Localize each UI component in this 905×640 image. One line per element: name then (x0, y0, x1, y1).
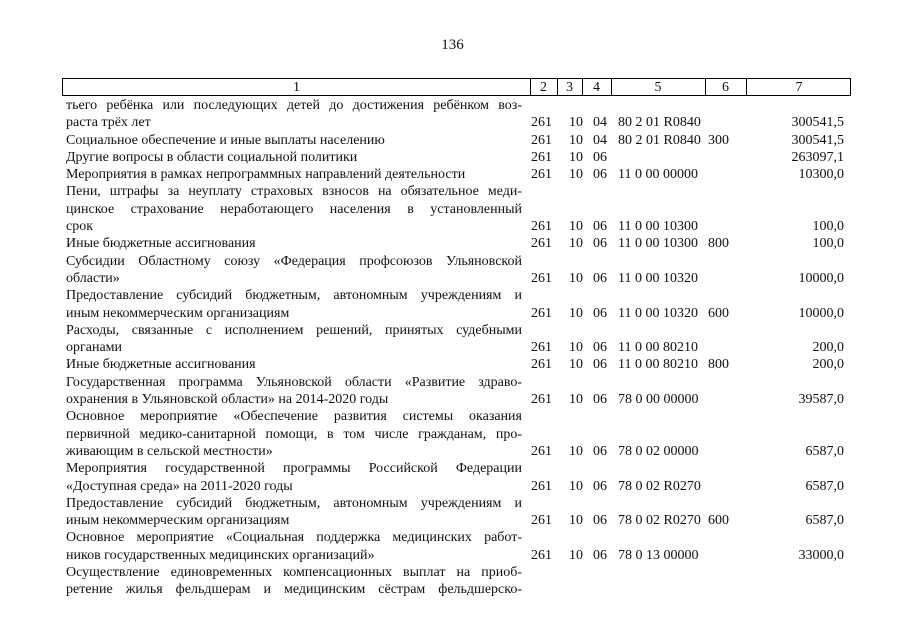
section-code: 10 (569, 270, 583, 286)
subsection-code: 06 (593, 305, 607, 321)
row-description (66, 408, 522, 460)
table-row (0, 495, 905, 530)
table-row (0, 529, 905, 564)
amount: 6587,0 (805, 443, 844, 459)
dept-code: 261 (531, 132, 552, 148)
row-description (66, 97, 522, 132)
description-line: Другие вопросы в области социальной политики (66, 149, 358, 165)
header-col-2: 2 (540, 80, 547, 95)
description-line: Мероприятия государственной программы Российской Федерации (66, 461, 522, 477)
description-line: тьего ребёнка или последующих детей до достижения ребёнком воз- (66, 98, 522, 113)
expense-type-code: 300 (708, 132, 729, 148)
target-article-code: 11 0 00 10300 (618, 236, 698, 252)
description-line: Основное мероприятие «Социальная поддержка медицинских работ- (66, 530, 522, 546)
row-description (66, 460, 522, 495)
table-row (0, 374, 905, 409)
section-code: 10 (569, 305, 583, 321)
section-code: 10 (569, 132, 583, 148)
dept-code: 261 (531, 547, 552, 563)
page-number: 136 (441, 37, 464, 53)
expense-type-code: 600 (708, 305, 729, 321)
dept-code: 261 (531, 149, 552, 165)
amount: 100,0 (812, 236, 844, 252)
header-col-6: 6 (722, 80, 729, 95)
description-line: раста трёх лет (66, 115, 151, 131)
expense-type-code (708, 339, 738, 356)
description-line: Предоставление субсидий бюджетным, автономным учреждениям и (66, 495, 522, 511)
subsection-code: 04 (593, 132, 607, 148)
subsection-code: 06 (593, 236, 607, 252)
row-description (66, 149, 522, 166)
expense-type-code (708, 270, 738, 287)
table-row (0, 166, 905, 183)
amount: 10300,0 (798, 167, 844, 183)
header-col-1: 1 (293, 80, 300, 95)
subsection-code: 06 (593, 478, 607, 494)
dept-code: 261 (531, 392, 552, 408)
expense-type-code (708, 114, 738, 131)
amount: 200,0 (812, 357, 844, 373)
table-row (0, 287, 905, 322)
table-row (0, 97, 905, 132)
amount: 300541,5 (791, 115, 844, 131)
description-line: цинское страхование неработающего населения в установленный (66, 201, 522, 217)
dept-code (531, 581, 555, 598)
row-description (66, 356, 522, 373)
table-row (0, 253, 905, 288)
description-line: Мероприятия в рамках непрограммных направлений деятельности (66, 167, 466, 183)
dept-code: 261 (531, 443, 552, 459)
section-code: 10 (569, 443, 583, 459)
table-row (0, 356, 905, 373)
target-article-code (618, 581, 708, 598)
row-description (66, 529, 522, 564)
dept-code: 261 (531, 236, 552, 252)
expense-type-code (708, 149, 738, 166)
dept-code: 261 (531, 219, 552, 235)
description-line: Иные бюджетные ассигнования (66, 236, 256, 252)
table-row (0, 322, 905, 357)
header-col-3: 3 (566, 80, 573, 95)
subsection-code: 06 (593, 357, 607, 373)
section-code: 10 (569, 236, 583, 252)
subsection-code: 06 (593, 392, 607, 408)
target-article-code: 78 0 02 R0270 (618, 478, 701, 494)
section-code: 10 (569, 340, 583, 356)
dept-code: 261 (531, 167, 552, 183)
amount: 200,0 (812, 340, 844, 356)
target-article-code (618, 149, 708, 166)
description-line: живающим в сельской местности» (66, 443, 273, 459)
subsection-code: 06 (593, 513, 607, 529)
dept-code: 261 (531, 270, 552, 286)
row-description (66, 374, 522, 409)
section-code: 10 (569, 219, 583, 235)
description-line: первичной медико-санитарной помощи, в том числе гражданам, про- (66, 426, 522, 442)
section-code: 10 (569, 167, 583, 183)
subsection-code (593, 581, 611, 598)
dept-code: 261 (531, 478, 552, 494)
target-article-code: 11 0 00 10320 (618, 305, 698, 321)
amount: 6587,0 (805, 513, 844, 529)
description-line: Пени, штрафы за неуплату страховых взносов на обязательное меди- (66, 184, 522, 200)
description-line: области» (66, 270, 120, 286)
expense-type-code (708, 166, 738, 183)
dept-code: 261 (531, 305, 552, 321)
amount: 100,0 (812, 219, 844, 235)
section-code: 10 (569, 115, 583, 131)
expense-type-code (708, 218, 738, 235)
section-code: 10 (569, 357, 583, 373)
expense-type-code (708, 547, 738, 564)
target-article-code: 80 2 01 R0840 (618, 115, 701, 131)
expense-type-code: 800 (708, 236, 729, 252)
amount: 10000,0 (798, 270, 844, 286)
table-body (0, 97, 905, 599)
section-code (569, 581, 587, 598)
section-code: 10 (569, 149, 583, 165)
description-line: охранения в Ульяновской области» на 2014-2020 годы (66, 392, 389, 408)
row-description (66, 183, 522, 235)
description-line: ников государственных медицинских организаций» (66, 547, 375, 563)
table-header (62, 78, 851, 96)
row-description (66, 235, 522, 252)
header-col-5: 5 (654, 80, 662, 95)
expense-type-code (708, 478, 738, 495)
subsection-code: 06 (593, 270, 607, 286)
description-line: Основное мероприятие «Обеспечение развития системы оказания (66, 409, 522, 425)
row-description (66, 132, 522, 149)
expense-type-code (708, 443, 738, 460)
section-code: 10 (569, 392, 583, 408)
description-line: органами (66, 340, 123, 356)
amount: 39587,0 (798, 392, 844, 408)
target-article-code: 78 0 00 00000 (618, 392, 699, 408)
table-row (0, 183, 905, 235)
target-article-code: 11 0 00 10320 (618, 270, 698, 286)
dept-code: 261 (531, 513, 552, 529)
amount: 300541,5 (791, 132, 844, 148)
amount (740, 581, 844, 598)
subsection-code: 06 (593, 219, 607, 235)
amount: 10000,0 (798, 305, 844, 321)
description-line: Предоставление субсидий бюджетным, автономным учреждениям и (66, 288, 522, 304)
subsection-code: 04 (593, 115, 607, 131)
subsection-code: 06 (593, 149, 607, 165)
section-code: 10 (569, 547, 583, 563)
description-line: ретение жилья фельдшерам и медицинским сёстрам фельдшерско- (66, 582, 522, 598)
amount: 33000,0 (798, 547, 844, 563)
target-article-code: 80 2 01 R0840 (618, 132, 701, 148)
description-line: срок (66, 219, 94, 235)
target-article-code: 11 0 00 00000 (618, 167, 698, 183)
description-line: «Доступная среда» на 2011-2020 годы (66, 478, 293, 494)
dept-code: 261 (531, 357, 552, 373)
table-row (0, 460, 905, 495)
subsection-code: 06 (593, 167, 607, 183)
section-code: 10 (569, 478, 583, 494)
row-description (66, 287, 522, 322)
target-article-code: 78 0 13 00000 (618, 547, 699, 563)
table-row (0, 564, 905, 599)
description-line: Осуществление единовременных компенсационных выплат на приоб- (66, 565, 522, 581)
expense-type-code: 800 (708, 357, 729, 373)
description-line: Государственная программа Ульяновской области «Развитие здраво- (66, 374, 522, 390)
description-line: Субсидии Областному союзу «Федерация профсоюзов Ульяновской (66, 253, 522, 269)
target-article-code: 11 0 00 10300 (618, 219, 698, 235)
description-line: иным некоммерческим организациям (66, 513, 290, 529)
subsection-code: 06 (593, 443, 607, 459)
expense-type-code: 600 (708, 513, 729, 529)
row-description (66, 253, 522, 288)
section-code: 10 (569, 513, 583, 529)
description-line: Социальное обеспечение и иные выплаты населению (66, 132, 385, 148)
target-article-code: 11 0 00 80210 (618, 340, 698, 356)
target-article-code: 11 0 00 80210 (618, 357, 698, 373)
amount: 263097,1 (791, 149, 844, 165)
row-description (66, 166, 522, 183)
description-line: иным некоммерческим организациям (66, 305, 290, 321)
description-line: Иные бюджетные ассигнования (66, 357, 256, 373)
target-article-code: 78 0 02 00000 (618, 443, 699, 459)
row-description (66, 322, 522, 357)
subsection-code: 06 (593, 547, 607, 563)
table-row (0, 408, 905, 460)
table-row (0, 132, 905, 149)
dept-code: 261 (531, 340, 552, 356)
header-col-7: 7 (795, 80, 803, 95)
row-description (66, 495, 522, 530)
row-description (66, 564, 522, 599)
amount: 6587,0 (805, 478, 844, 494)
dept-code: 261 (531, 115, 552, 131)
subsection-code: 06 (593, 340, 607, 356)
target-article-code: 78 0 02 R0270 (618, 513, 701, 529)
table-row (0, 235, 905, 252)
description-line: Расходы, связанные с исполнением решений, принятых судебными (66, 322, 522, 338)
header-col-4: 4 (593, 80, 600, 95)
table-row (0, 149, 905, 166)
expense-type-code (708, 391, 738, 408)
expense-type-code (708, 581, 738, 598)
